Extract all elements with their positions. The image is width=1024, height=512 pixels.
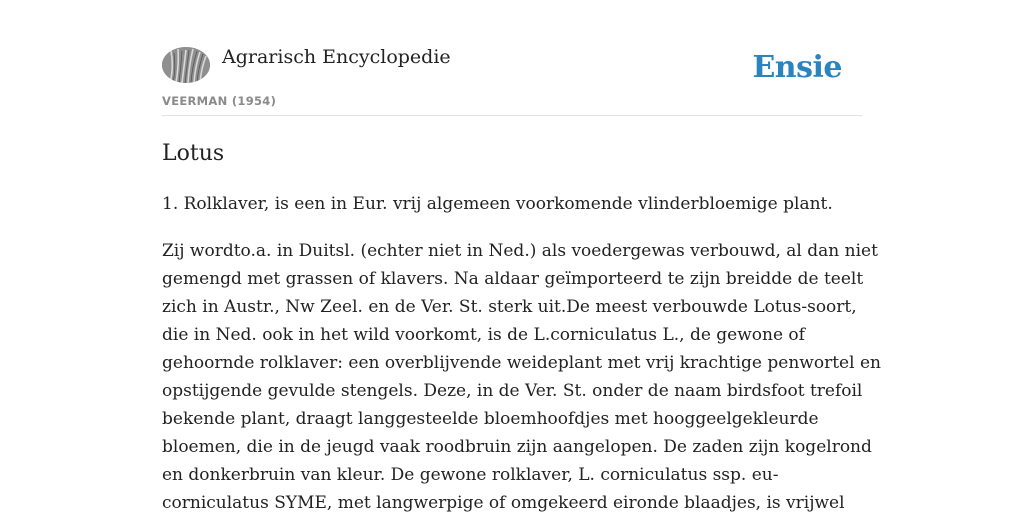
article — [162, 138, 881, 512]
body-line: en donkerbruin van kleur. De gewone rolklaver, L. corniculatus ssp. eu- — [162, 465, 779, 485]
body-line: gemengd met grassen of klavers. Na aldaar geïmporteerd te zijn breidde de teelt — [162, 269, 864, 289]
body-line: gehoornde rolklaver: een overblijvende weideplant met vrij krachtige penwortel en — [162, 353, 881, 373]
body-line: zich in Austr., Nw Zeel. en de Ver. St. sterk uit.De meest verbouwde Lotus-soort, — [162, 297, 857, 317]
body-line: die in Ned. ook in het wild voorkomt, is de L.corniculatus L., de gewone of — [162, 325, 805, 345]
body-line: corniculatus SYME, met langwerpige of omgekeerd eironde blaadjes, is vrijwel — [162, 493, 845, 512]
body-line: Zij wordto.a. in Duitsl. (echter niet in Ned.) als voedergewas verbouwd, al dan niet — [162, 241, 878, 261]
article-title: Lotus — [162, 141, 225, 166]
article-body-paragraph — [162, 237, 881, 512]
body-line: bekende plant, draagt langgesteelde bloemhoofdjes met hooggeelgekleurde — [162, 409, 819, 429]
ensie-logo-link[interactable]: Ensie — [752, 50, 842, 85]
article-lead-paragraph: 1. Rolklaver, is een in Eur. vrij algemeen voorkomende vlinderbloemige plant. — [162, 194, 833, 214]
body-line: bloemen, die in de jeugd vaak roodbruin zijn aangelopen. De zaden zijn kogelrond — [162, 437, 872, 457]
body-line: opstijgende gevulde stengels. Deze, in de Ver. St. onder de naam birdsfoot trefoil — [162, 381, 863, 401]
source-title[interactable]: Agrarisch Encyclopedie — [222, 46, 451, 68]
header — [162, 40, 862, 116]
wheat-ears-icon — [162, 47, 210, 83]
source-author: VEERMAN (1954) — [162, 94, 277, 108]
